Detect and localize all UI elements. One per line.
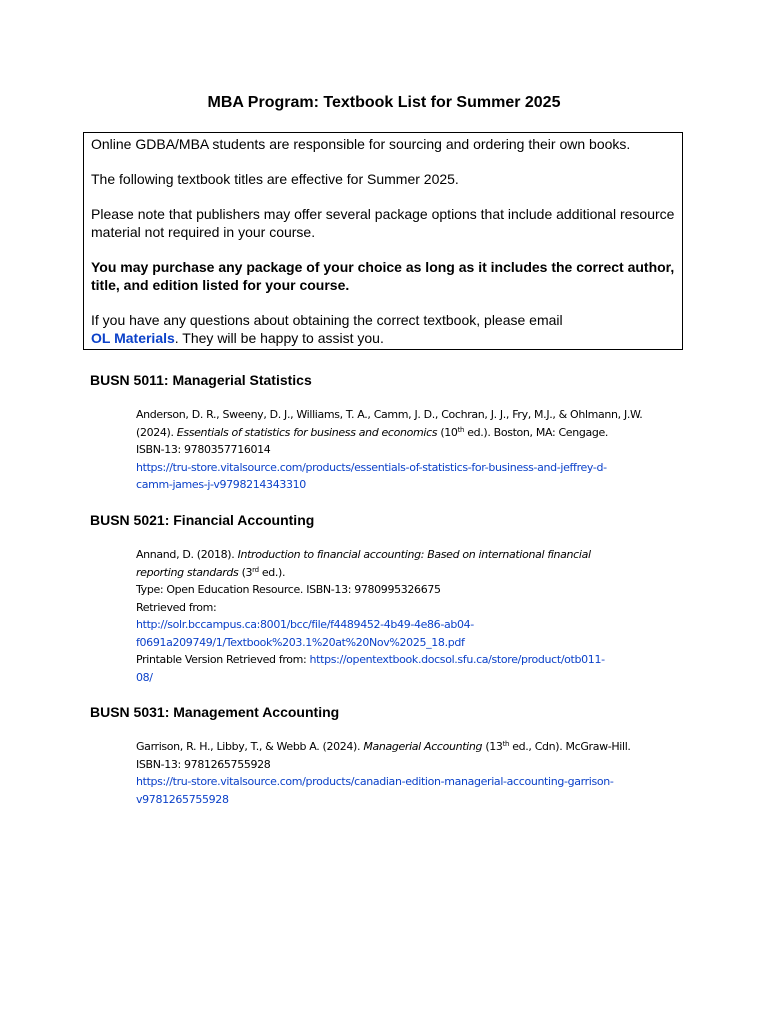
notice-paragraph: The following textbook titles are effective for Summer 2025.: [91, 171, 459, 187]
link-line: f0691a209749/1/Textbook%203.1%20at%20Nov%2025_18.pdf: [136, 635, 465, 649]
reference-type-isbn: Type: Open Education Resource. ISBN-13: 9780995326675: [136, 583, 441, 596]
link-line: https://tru-store.vitalsource.com/products/canadian-edition-managerial-accounting-garrison-: [136, 775, 614, 788]
notice-paragraph: Please note that publishers may offer several package options that include additional resource material not required in your course.: [91, 206, 675, 240]
reference-edition-sup: th: [502, 740, 510, 748]
contact-text: If you have any questions about obtaining the correct textbook, please email: [91, 312, 563, 328]
reference-printable-label: Printable Version Retrieved from:: [136, 653, 307, 666]
reference-busn5031: [136, 738, 676, 808]
reference-edition-sup: rd: [252, 565, 259, 574]
reference-publisher: ed.). Boston, MA: Cengage.: [467, 425, 609, 439]
reference-authors: Garrison, R. H., Libby, T., & Webb A. (2024).: [136, 740, 361, 753]
reference-title: reporting standards: [136, 565, 239, 579]
reference-busn5011: [136, 406, 676, 494]
notice-paragraph: Online GDBA/MBA students are responsible for sourcing and ordering their own books.: [91, 136, 631, 152]
notice-box: [83, 132, 683, 350]
link-line: v9781265755928: [136, 792, 229, 806]
course-heading-busn5011: BUSN 5011: Managerial Statistics: [90, 372, 312, 388]
bccampus-link-busn5021[interactable]: [136, 618, 474, 649]
notice-contact-paragraph: [91, 311, 675, 347]
reference-title: Essentials of statistics for business and economics: [176, 425, 438, 439]
reference-edition: (13: [485, 740, 503, 753]
reference-edition: (3: [241, 565, 253, 579]
ol-materials-link[interactable]: OL Materials: [91, 330, 175, 346]
contact-text-end: . They will be happy to assist you.: [174, 330, 384, 346]
reference-retrieved-label: Retrieved from:: [136, 600, 217, 614]
reference-edition-sup: th: [457, 425, 465, 434]
course-heading-busn5031: BUSN 5031: Management Accounting: [90, 704, 340, 720]
link-line: 08/: [136, 670, 153, 684]
notice-important-paragraph: You may purchase any package of your choice as long as it includes the correct author, title, and edition listed for your course.: [91, 259, 675, 293]
vitalsource-link-busn5011[interactable]: [136, 461, 607, 492]
course-heading-busn5021: BUSN 5021: Financial Accounting: [90, 512, 315, 528]
link-line: http://solr.bccampus.ca:8001/bcc/file/f4489452-4b49-4e86-ab04-: [136, 618, 474, 631]
reference-edition-end: ed.).: [261, 565, 286, 579]
link-line: https://tru-store.vitalsource.com/products/essentials-of-statistics-for-business-and-jeffrey-d-: [136, 460, 607, 474]
link-line: https://opentextbook.docsol.sfu.ca/store/product/otb011-: [309, 653, 605, 666]
page-title: MBA Program: Textbook List for Summer 2025: [207, 94, 561, 111]
reference-title: Introduction to financial accounting: Based on international financial: [237, 548, 591, 561]
reference-edition: (10: [440, 425, 458, 439]
reference-title: Managerial Accounting: [363, 740, 483, 753]
reference-isbn: ISBN-13: 9781265755928: [136, 757, 271, 771]
reference-authors: Annand, D. (2018).: [136, 548, 235, 561]
link-line: camm-james-j-v9798214343310: [136, 478, 306, 491]
vitalsource-link-busn5031[interactable]: [136, 775, 614, 806]
reference-publisher: ed., Cdn). McGraw-Hill.: [512, 740, 631, 753]
reference-busn5021: [136, 546, 676, 686]
reference-isbn: ISBN-13: 9780357716014: [136, 443, 271, 456]
reference-authors: Anderson, D. R., Sweeny, D. J., Williams, T. A., Camm, J. D., Cochran, J. J., Fry, M.J., & Ohlmann, J.W. (2024).: [136, 408, 643, 439]
